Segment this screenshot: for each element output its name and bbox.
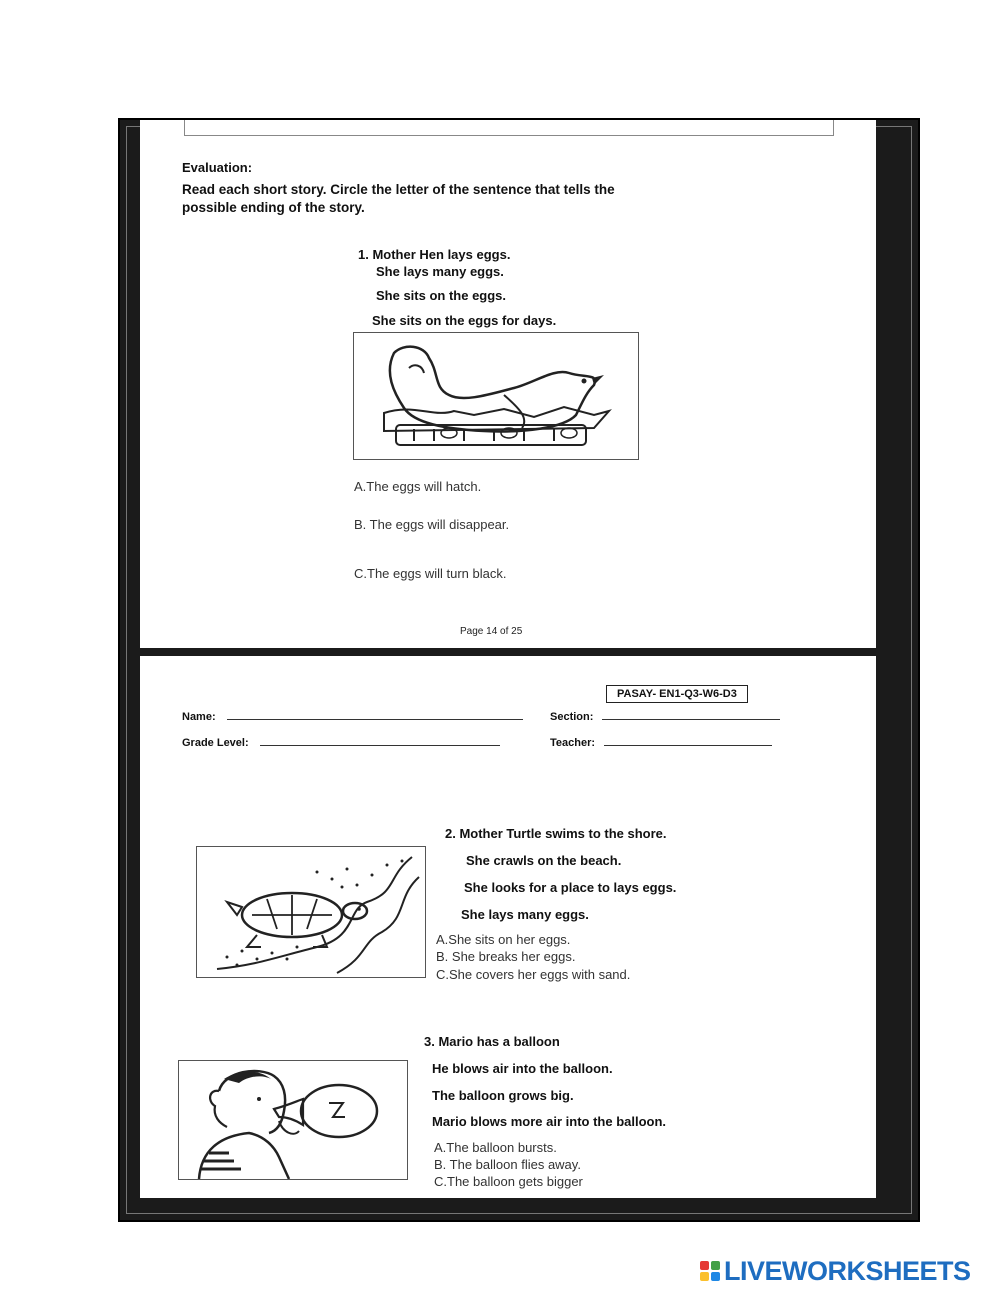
hen-on-nest-picture xyxy=(353,332,639,460)
q1-option-c[interactable]: C.The eggs will turn black. xyxy=(354,566,507,581)
evaluation-heading: Evaluation: xyxy=(182,160,253,175)
teacher-field[interactable] xyxy=(604,735,772,746)
q1-option-a[interactable]: A.The eggs will hatch. xyxy=(354,479,482,494)
q1-line-2: She lays many eggs. xyxy=(376,264,504,279)
q3-line-1: 3. Mario has a balloon xyxy=(424,1034,560,1049)
q3-line-3: The balloon grows big. xyxy=(432,1088,574,1103)
q1-line-1: 1. Mother Hen lays eggs. xyxy=(358,247,511,262)
worksheet-page-14 xyxy=(140,120,876,648)
q3-option-c[interactable]: C.The balloon gets bigger xyxy=(434,1174,583,1189)
grade-level-field[interactable] xyxy=(260,735,500,746)
q2-line-4: She lays many eggs. xyxy=(461,907,589,922)
grade-level-row xyxy=(182,735,500,749)
liveworksheets-logo xyxy=(700,1255,971,1287)
teacher-row xyxy=(550,735,772,749)
section-field[interactable] xyxy=(602,709,780,720)
boy-balloon-picture xyxy=(178,1060,408,1180)
q3-line-2: He blows air into the balloon. xyxy=(432,1061,613,1076)
cut-off-line xyxy=(184,120,834,136)
q3-option-a[interactable]: A.The balloon bursts. xyxy=(434,1140,557,1155)
q3-line-4: Mario blows more air into the balloon. xyxy=(432,1114,667,1129)
q2-line-2: She crawls on the beach. xyxy=(466,853,622,868)
section-row xyxy=(550,709,780,723)
q3-option-b[interactable]: B. The balloon flies away. xyxy=(434,1157,581,1172)
turtle-picture xyxy=(196,846,426,978)
q2-option-a[interactable]: A.She sits on her eggs. xyxy=(436,932,571,947)
instructions-line-1: Read each short story. Circle the letter of the sentence that tells the xyxy=(182,182,615,197)
hen-icon xyxy=(354,333,638,459)
teacher-label: Teacher: xyxy=(550,737,596,749)
q1-line-3: She sits on the eggs. xyxy=(376,288,507,303)
q1-option-b[interactable]: B. The eggs will disappear. xyxy=(354,517,510,532)
turtle-icon xyxy=(197,847,425,977)
q2-option-c[interactable]: C.She covers her eggs with sand. xyxy=(436,967,631,982)
name-label: Name: xyxy=(182,711,216,723)
q1-line-4: She sits on the eggs for days. xyxy=(372,313,557,328)
section-label: Section: xyxy=(550,711,594,723)
page-number-footer: Page 14 of 25 xyxy=(460,626,523,637)
brand-name: LIVEWORKSHEETS xyxy=(724,1255,971,1286)
name-field[interactable] xyxy=(227,709,523,720)
grade-level-label: Grade Level: xyxy=(182,737,249,749)
logo-blocks-icon xyxy=(700,1261,720,1281)
q2-line-1: 2. Mother Turtle swims to the shore. xyxy=(445,826,667,841)
instructions-line-2: possible ending of the story. xyxy=(182,200,365,215)
q2-option-b[interactable]: B. She breaks her eggs. xyxy=(436,949,576,964)
name-row xyxy=(182,709,523,723)
q2-line-3: She looks for a place to lays eggs. xyxy=(464,880,677,895)
worksheet-code-box: PASAY- EN1-Q3-W6-D3 xyxy=(606,685,748,703)
balloon-icon xyxy=(179,1061,407,1179)
worksheet-page-15 xyxy=(140,656,876,1198)
